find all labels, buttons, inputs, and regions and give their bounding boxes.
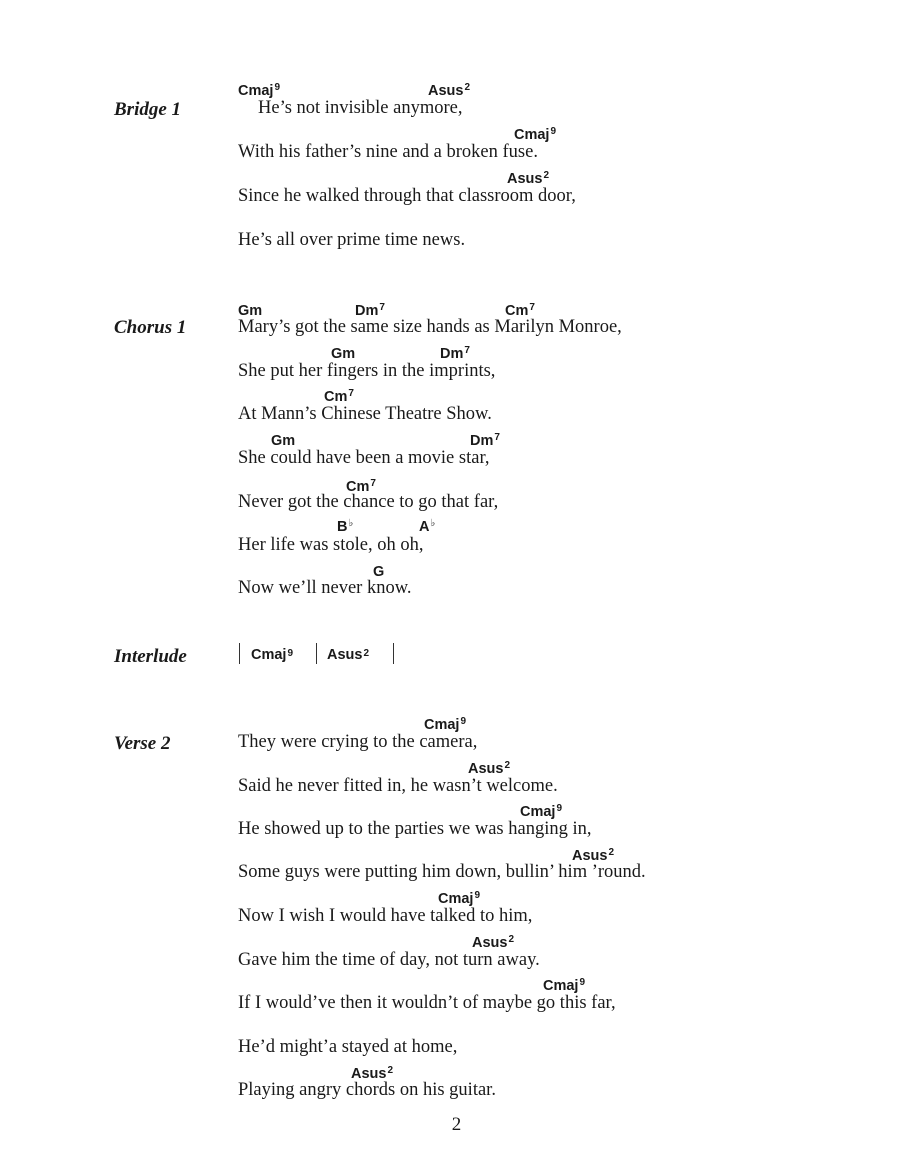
lyric-line: Gave him the time of day, not turn away. [238, 950, 540, 970]
bar-line [239, 643, 240, 664]
lyric-line: She could have been a movie star, [238, 448, 490, 468]
chord: Cm$^7$ [505, 302, 535, 319]
chord: Cmaj$^9$ [520, 803, 563, 820]
lyric-line: Never got the chance to go that far, [238, 492, 499, 512]
chord: Cmaj$^9$ [238, 82, 281, 99]
interlude-chord: Asus$^2$ [327, 647, 370, 663]
lyric-line: She put her fingers in the imprints, [238, 361, 496, 381]
lyric-line: Playing angry chords on his guitar. [238, 1080, 496, 1100]
section-label-interlude: Interlude [114, 646, 187, 667]
interlude-chord: Cmaj$^9$ [251, 647, 294, 663]
lyric-line: Said he never fitted in, he wasn’t welcome. [238, 776, 558, 796]
lyric-line: Some guys were putting him down, bullin’ him ’round. [238, 862, 646, 882]
section-label-chorus-1: Chorus 1 [114, 317, 187, 338]
lyric-line: Mary’s got the same size hands as Marilyn Monroe, [238, 317, 622, 337]
chord: Cmaj$^9$ [438, 890, 481, 907]
chord: B♭ [337, 518, 354, 535]
lyric-line: They were crying to the camera, [238, 732, 478, 752]
bar-line [316, 643, 317, 664]
chord: Cm$^7$ [324, 388, 354, 405]
section-label-bridge-1: Bridge 1 [114, 99, 182, 120]
chord: Asus$^2$ [507, 170, 550, 187]
lyric-line: He’s not invisible anymore, [258, 98, 463, 118]
chord: Gm [238, 303, 263, 319]
chord: Asus$^2$ [472, 934, 515, 951]
chord: Dm$^7$ [470, 432, 500, 449]
section-label-verse-2: Verse 2 [114, 733, 171, 754]
lyric-line: He’d might’a stayed at home, [238, 1037, 458, 1057]
chord: G [373, 564, 385, 580]
chord: Dm$^7$ [440, 345, 470, 362]
chord: Asus$^2$ [351, 1065, 394, 1082]
lyric-line: With his father’s nine and a broken fuse. [238, 142, 538, 162]
chord: Cmaj$^9$ [424, 716, 467, 733]
chord: Cmaj$^9$ [543, 977, 586, 994]
chord: Cm$^7$ [346, 478, 376, 495]
lyric-line: At Mann’s Chinese Theatre Show. [238, 404, 492, 424]
chord: Cmaj$^9$ [514, 126, 557, 143]
lyric-line: Now we’ll never know. [238, 578, 412, 598]
chord: Asus$^2$ [468, 760, 511, 777]
bar-line [393, 643, 394, 664]
lyric-line: Since he walked through that classroom door, [238, 186, 576, 206]
chord: A♭ [419, 518, 436, 535]
lyric-line: Now I wish I would have talked to him, [238, 906, 533, 926]
chord: Dm$^7$ [355, 302, 385, 319]
page-number: 2 [451, 1114, 462, 1135]
chord: Asus$^2$ [572, 847, 615, 864]
lyric-line: If I would’ve then it wouldn’t of maybe go this far, [238, 993, 616, 1013]
chord: Asus$^2$ [428, 82, 471, 99]
lyric-line: He’s all over prime time news. [238, 230, 466, 250]
chord: Gm [331, 346, 356, 362]
chord: Gm [271, 433, 296, 449]
lyric-line: Her life was stole, oh oh, [238, 535, 424, 555]
lyric-line: He showed up to the parties we was hanging in, [238, 819, 592, 839]
